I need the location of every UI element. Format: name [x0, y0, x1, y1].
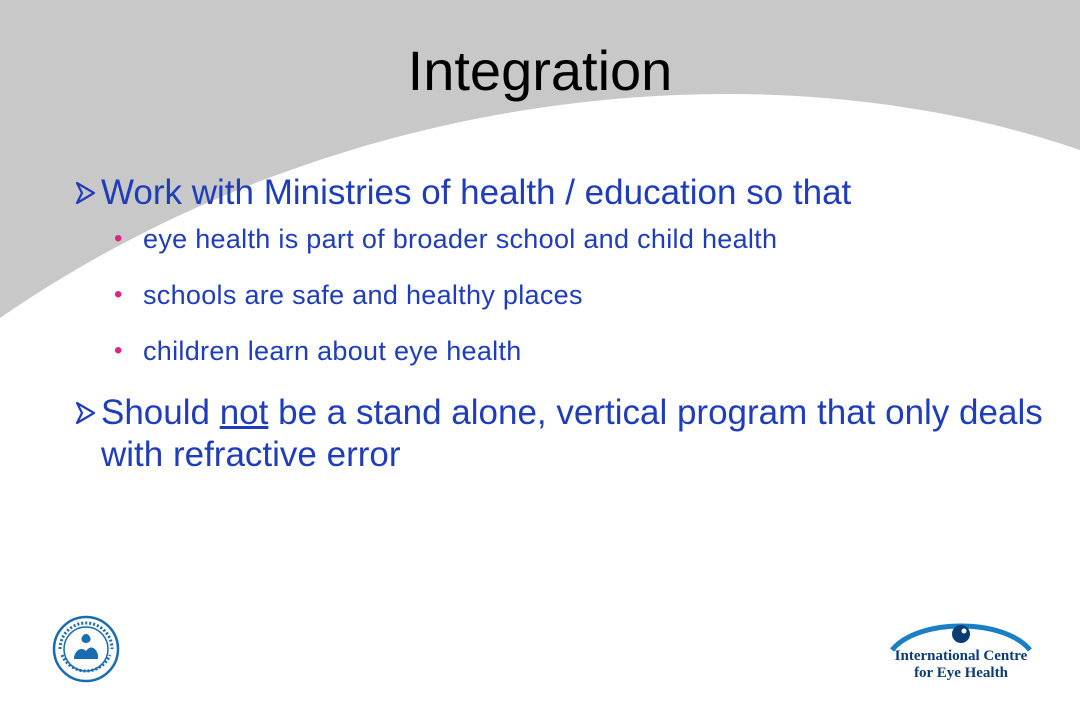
eye-arc-icon — [888, 612, 1034, 652]
slide-title: Integration — [407, 39, 673, 102]
bullet-point-2-post: be a stand alone, vertical program that only deals with refractive error — [101, 393, 1043, 474]
lshtm-seal-icon — [52, 615, 120, 683]
icfeh-line1: International Centre — [894, 648, 1028, 664]
bullet-point-2 — [75, 392, 1055, 476]
bullet-point-2-pre: Should — [101, 393, 220, 432]
icfeh-logo — [888, 612, 1034, 684]
dot-bullet-icon: • — [114, 281, 123, 308]
sub-bullet-2 — [114, 278, 1055, 312]
dot-bullet-icon: • — [114, 337, 123, 364]
icfeh-logo-text — [888, 648, 1034, 682]
dot-bullet-icon: • — [114, 225, 123, 252]
sub-bullet-3-text: children learn about eye health — [143, 336, 522, 366]
bullet-list — [75, 172, 1055, 476]
arrow-bullet-icon — [75, 401, 97, 425]
bullet-point-1 — [75, 172, 1055, 214]
icfeh-line2: for Eye Health — [914, 665, 1008, 681]
arrow-bullet-icon — [75, 181, 97, 205]
sub-bullet-2-text: schools are safe and healthy places — [143, 280, 583, 310]
bullet-point-2-emphasis: not — [219, 393, 269, 432]
sub-bullet-1-text: eye health is part of broader school and child health — [143, 224, 778, 254]
sub-bullet-3 — [114, 334, 1055, 368]
bullet-point-1-text: Work with Ministries of health / education so that — [101, 173, 852, 212]
sub-bullet-1 — [114, 222, 1055, 256]
